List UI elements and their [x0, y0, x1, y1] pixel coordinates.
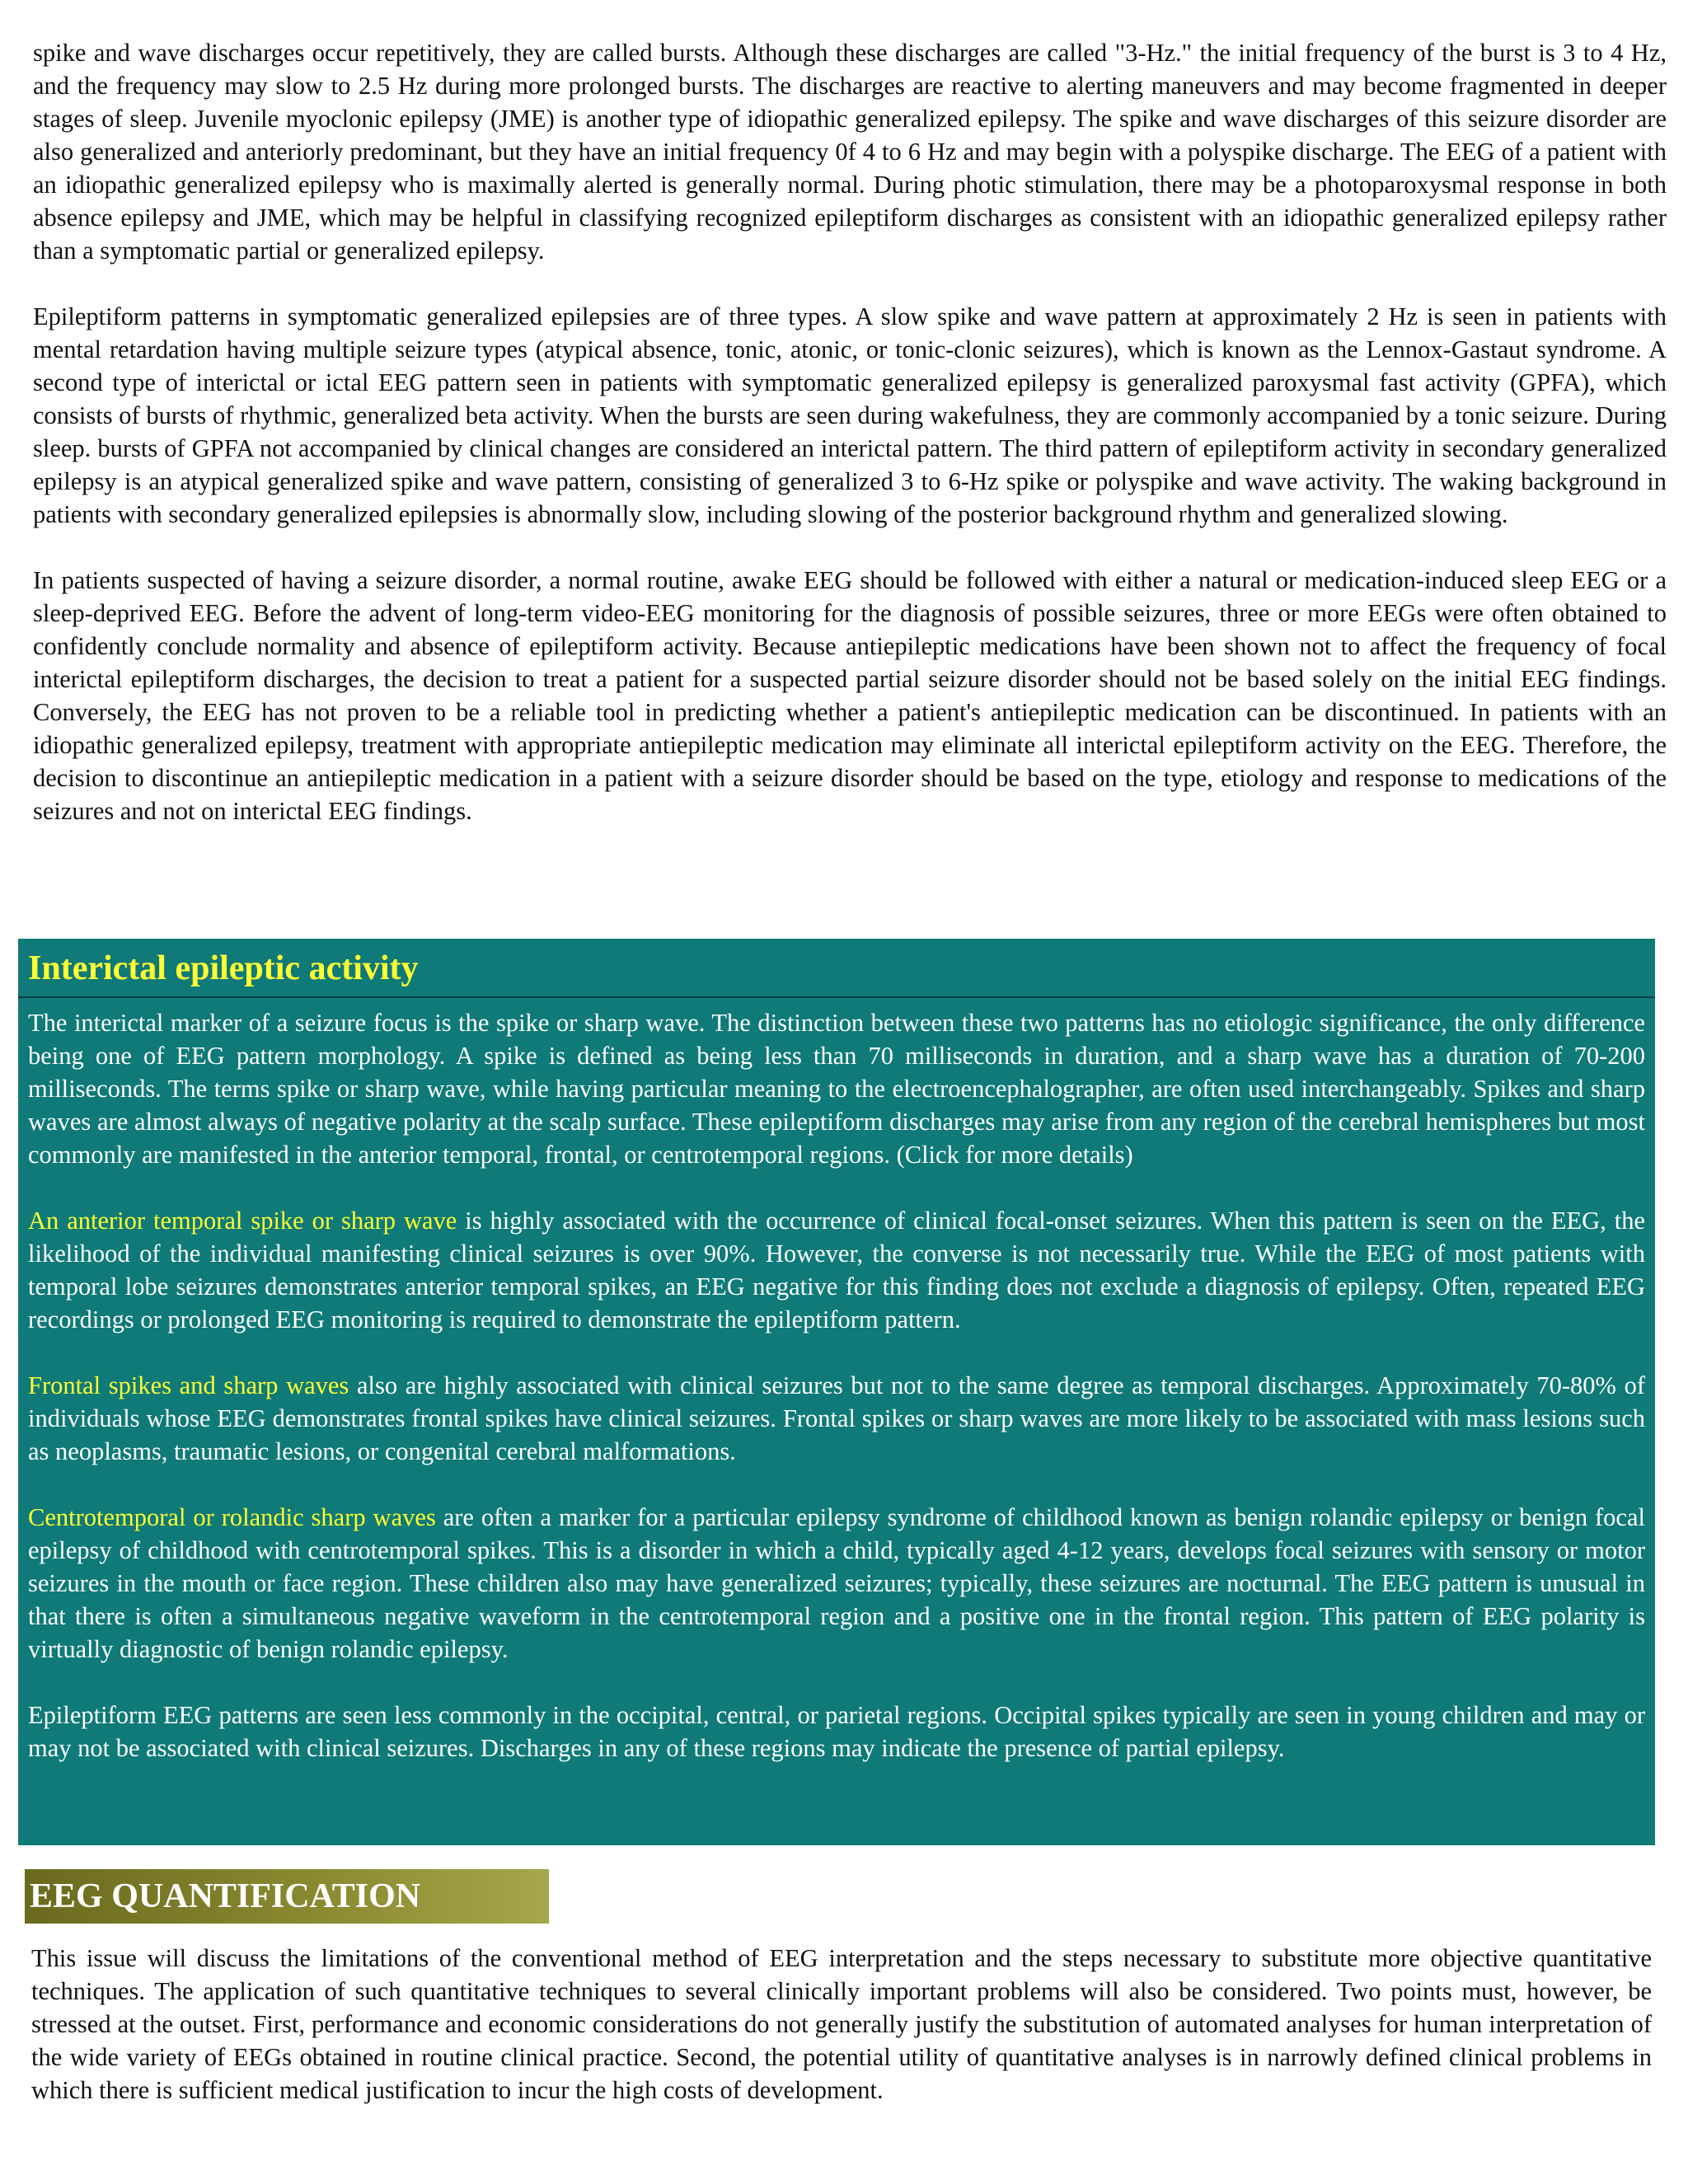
interictal-paragraph-5: Epileptiform EEG patterns are seen less commonly in the occipital, central, or parietal regions. Occipital spikes typically are seen in young children and may or may not be associated with clinical seizures. Discharges in any of these regions may indicate the presence of partial epilepsy. [28, 1701, 1645, 1762]
interictal-paragraph-3 [28, 1369, 1645, 1468]
intro-paragraph-3: In patients suspected of having a seizure disorder, a normal routine, awake EEG should be followed with either a natural or medication-induced sleep EEG or a sleep-deprived EEG. Before the advent of long-term video-EEG monitoring for the diagnosis of possible seizures, three or more EEGs were often obtained to confidently conclude normality and absence of epileptiform activity. Because antiepileptic medications have been shown not to affect the frequency of focal interictal epileptiform discharges, the decision to treat a patient for a suspected partial seizure disorder should not be based solely on the initial EEG findings. Conversely, the EEG has not proven to be a reliable tool in predicting whether a patient's antiepileptic medication can be discontinued. In patients with an idiopathic generalized epilepsy, treatment with appropriate antiepileptic medication may eliminate all interictal epileptiform activity on the EEG. Therefore, the decision to discontinue an antiepileptic medication in a patient with a seizure disorder should be based on the type, etiology and response to medications of the seizures and not on interictal EEG findings. [33, 566, 1667, 825]
interictal-activity-heading: Interictal epileptic activity [18, 939, 1655, 998]
interictal-activity-panel [18, 939, 1655, 1845]
eeg-quantification-body [31, 1942, 1652, 2107]
interictal-activity-body [18, 998, 1655, 1765]
interictal-paragraph-2 [28, 1204, 1645, 1336]
interictal-paragraph-3-text: also are highly associated with clinical seizures but not to the same degree as temporal discharges. Approximately 70-80% of individuals whose EEG demonstrates frontal spikes have clinical seizures. Frontal spikes or sharp waves are more likely to be associated with mass lesions such as neoplasms, traumatic lesions, or congenital cerebral malformations. [28, 1371, 1645, 1465]
eeg-quantification-heading: EEG QUANTIFICATION [25, 1869, 549, 1924]
interictal-paragraph-4-text: are often a marker for a particular epilepsy syndrome of childhood known as benign rolandic epilepsy or benign focal epilepsy of childhood with centrotemporal spikes. This is a disorder in which a child, typically aged 4-12 years, develops focal seizures with sensory or motor seizures in the mouth or face region. These children also may have generalized seizures; typically, these seizures are nocturnal. The EEG pattern is unusual in that there is often a simultaneous negative waveform in the centrotemporal region and a positive one in the frontal region. This pattern of EEG polarity is virtually diagnostic of benign rolandic epilepsy. [28, 1503, 1645, 1663]
interictal-paragraph-1 [28, 1006, 1645, 1171]
quantification-paragraph-1: This issue will discuss the limitations of the conventional method of EEG interpretation and the steps necessary to substitute more objective quantitative techniques. The application of such quantitative techniques to several clinically important problems will also be considered. Two points must, however, be stressed at the outset. First, performance and economic considerations do not generally justify the substitution of automated analyses for human interpretation of the wide variety of EEGs obtained in routine clinical practice. Second, the potential utility of quantitative analyses is in narrowly defined clinical problems in which there is sufficient medical justification to incur the high costs of development. [31, 1944, 1652, 2104]
interictal-paragraph-4 [28, 1501, 1645, 1666]
interictal-paragraph-1-text[interactable]: The interictal marker of a seizure focus is the spike or sharp wave. The distinction between these two patterns has no etiologic significance, the only difference being one of EEG pattern morphology. A spike is defined as being less than 70 milliseconds in duration, and a sharp wave has a duration of 70-200 milliseconds. The terms spike or sharp wave, while having particular meaning to the electroencephalographer, are often used interchangeably. Spikes and sharp waves are almost always of negative polarity at the scalp surface. These epileptiform discharges may arise from any region of the cerebral hemispheres but most commonly are manifested in the anterior temporal, frontal, or centrotemporal regions. (Click for more details) [28, 1009, 1645, 1169]
intro-paragraph-1: spike and wave discharges occur repetitively, they are called bursts. Although these discharges are called "3-Hz." the initial frequency of the burst is 3 to 4 Hz, and the frequency may slow to 2.5 Hz during more prolonged bursts. The discharges are reactive to alerting maneuvers and may become fragmented in deeper stages of sleep. Juvenile myoclonic epilepsy (JME) is another type of idiopathic generalized epilepsy. The spike and wave discharges of this seizure disorder are also generalized and anteriorly predominant, but they have an initial frequency 0f 4 to 6 Hz and may begin with a polyspike discharge. The EEG of a patient with an idiopathic generalized epilepsy who is maximally alerted is generally normal. During photic stimulation, there may be a photoparoxysmal response in both absence epilepsy and JME, which may be helpful in classifying recognized epileptiform discharges as consistent with an idiopathic generalized epilepsy rather than a symptomatic partial or generalized epilepsy. [33, 39, 1667, 265]
intro-section [33, 36, 1667, 827]
centrotemporal-link[interactable]: Centrotemporal or rolandic sharp waves [28, 1503, 436, 1531]
frontal-spikes-link[interactable]: Frontal spikes and sharp waves [28, 1371, 349, 1399]
intro-paragraph-2: Epileptiform patterns in symptomatic generalized epilepsies are of three types. A slow spike and wave pattern at approximately 2 Hz is seen in patients with mental retardation having multiple seizure types (atypical absence, tonic, atonic, or tonic-clonic seizures), which is known as the Lennox-Gastaut syndrome. A second type of interictal or ictal EEG pattern seen in patients with symptomatic generalized epilepsy is generalized paroxysmal fast activity (GPFA), which consists of bursts of rhythmic, generalized beta activity. When the bursts are seen during wakefulness, they are commonly accompanied by a tonic seizure. During sleep. bursts of GPFA not accompanied by clinical changes are considered an interictal pattern. The third pattern of epileptiform activity in secondary generalized epilepsy is an atypical generalized spike and wave pattern, consisting of generalized 3 to 6-Hz spike or polyspike and wave activity. The waking background in patients with secondary generalized epilepsies is abnormally slow, including slowing of the posterior background rhythm and generalized slowing. [33, 302, 1667, 528]
interictal-paragraph-2-text: is highly associated with the occurrence of clinical focal-onset seizures. When this pattern is seen on the EEG, the likelihood of the individual manifesting clinical seizures is over 90%. However, the converse is not necessarily true. While the EEG of most patients with temporal lobe seizures demonstrates anterior temporal spikes, an EEG negative for this finding does not exclude a diagnosis of epilepsy. Often, repeated EEG recordings or prolonged EEG monitoring is required to demonstrate the epileptiform pattern. [28, 1207, 1646, 1333]
anterior-temporal-link[interactable]: An anterior temporal spike or sharp wave [28, 1207, 457, 1235]
